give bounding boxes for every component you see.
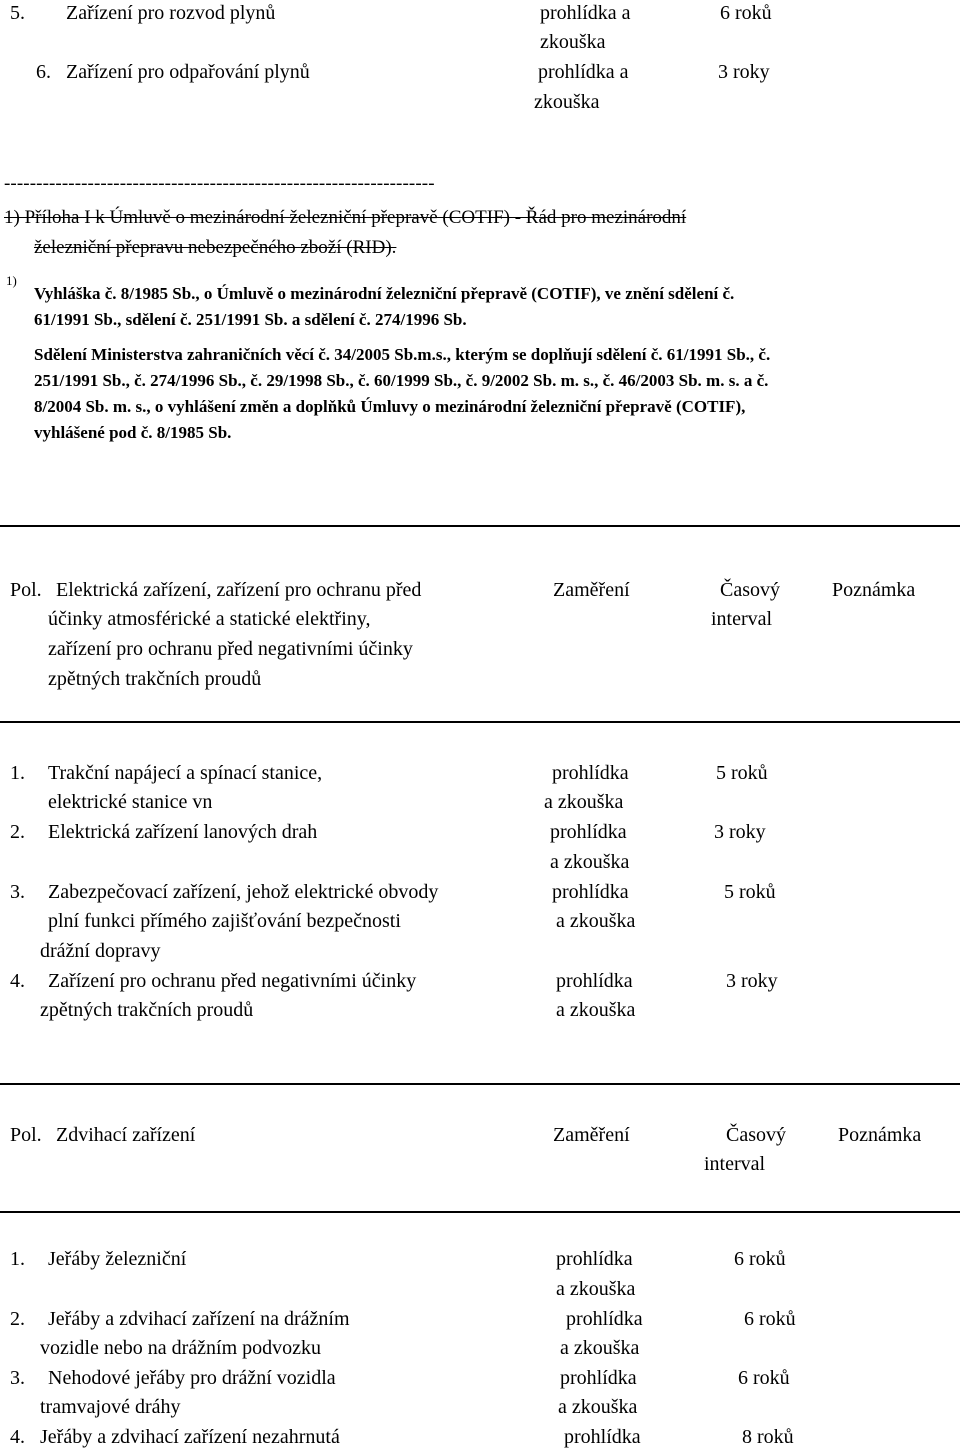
row-name: elektrické stanice vn <box>48 791 213 813</box>
header-pol: Pol. <box>10 1124 42 1146</box>
row-focus: a zkouška <box>550 851 630 873</box>
footnote-line: 61/1991 Sb., sdělení č. 251/1991 Sb. a sdělení č. 274/1996 Sb. <box>34 310 467 329</box>
header-focus: Zaměření <box>553 579 630 601</box>
row-name: zpětných trakčních proudů <box>40 999 254 1021</box>
row-focus: prohlídka a <box>540 2 631 24</box>
row-number: 2. <box>10 1308 25 1330</box>
footnote-mark: 1) <box>6 273 17 288</box>
row-number: 2. <box>10 821 25 843</box>
row-number: 1. <box>10 762 25 784</box>
row-number: 6. <box>36 61 51 83</box>
row-name: tramvajové dráhy <box>40 1396 181 1418</box>
row-name: vozidle nebo na drážním podvozku <box>40 1337 322 1359</box>
row-name: Jeřáby a zdvihací zařízení nezahrnutá <box>40 1426 340 1448</box>
footnote-line: vyhlášené pod č. 8/1985 Sb. <box>34 423 232 442</box>
row-focus: prohlídka <box>556 1248 633 1270</box>
table-rule <box>0 525 960 527</box>
row-focus: a zkouška <box>556 999 636 1021</box>
row-focus: a zkouška <box>556 1278 636 1300</box>
row-interval: 5 roků <box>724 881 776 903</box>
header-title: zpětných trakčních proudů <box>48 668 262 690</box>
table-rule <box>0 721 960 723</box>
row-focus: a zkouška <box>560 1337 640 1359</box>
row-interval: 3 roky <box>726 970 778 992</box>
row-name: Jeřáby železniční <box>48 1248 187 1270</box>
row-name: drážní dopravy <box>40 940 161 962</box>
header-title: Zdvihací zařízení <box>56 1124 196 1146</box>
table-rule <box>0 1083 960 1085</box>
row-number: 4. <box>10 1426 25 1448</box>
row-name: Nehodové jeřáby pro drážní vozidla <box>48 1367 336 1389</box>
row-name: Zařízení pro rozvod plynů <box>66 2 276 24</box>
row-interval: 8 roků <box>742 1426 794 1448</box>
row-focus: zkouška <box>540 31 606 53</box>
footnote-line: 251/1991 Sb., č. 274/1996 Sb., č. 29/1998 Sb., č. 60/1999 Sb., č. 9/2002 Sb. m. s., č. 46/2003 Sb. m. s. a č. <box>34 371 769 390</box>
row-name: Zařízení pro ochranu před negativními účinky <box>48 970 417 992</box>
header-title: účinky atmosférické a statické elektřiny, <box>48 608 371 630</box>
row-name: Zabezpečovací zařízení, jehož elektrické obvody <box>48 881 439 903</box>
table-rule <box>0 1211 960 1213</box>
footnote-line: Sdělení Ministerstva zahraničních věcí č. 34/2005 Sb.m.s., kterým se doplňují sdělení č. 61/1991 Sb., č. <box>34 345 771 364</box>
row-name: Zařízení pro odpařování plynů <box>66 61 310 83</box>
row-interval: 3 roky <box>714 821 766 843</box>
row-focus: prohlídka <box>550 821 627 843</box>
row-name: Trakční napájecí a spínací stanice, <box>48 762 323 784</box>
row-focus: a zkouška <box>544 791 624 813</box>
header-interval: Časový <box>720 579 780 601</box>
row-interval: 6 roků <box>744 1308 796 1330</box>
row-focus: prohlídka <box>560 1367 637 1389</box>
row-focus: zkouška <box>534 91 600 113</box>
footnote-struck-line: 1) Příloha I k Úmluvě o mezinárodní železniční přepravě (COTIF) - Řád pro mezinárodní <box>4 207 687 228</box>
row-interval: 5 roků <box>716 762 768 784</box>
header-interval: interval <box>711 608 773 630</box>
row-interval: 6 roků <box>720 2 772 24</box>
header-interval: Časový <box>726 1124 786 1146</box>
row-number: 3. <box>10 881 25 903</box>
dash-separator: ------------------------------------------------------------------- <box>4 173 435 194</box>
footnote-struck-line: železniční přepravu nebezpečného zboží (RID). <box>34 237 397 258</box>
row-name: Elektrická zařízení lanových drah <box>48 821 318 843</box>
row-focus: a zkouška <box>558 1396 638 1418</box>
row-focus: prohlídka <box>552 762 629 784</box>
row-focus: prohlídka <box>564 1426 641 1448</box>
row-focus: prohlídka <box>556 970 633 992</box>
row-interval: 6 roků <box>738 1367 790 1389</box>
footnote-line: 8/2004 Sb. m. s., o vyhlášení změn a doplňků Úmluvy o mezinárodní železniční přepravě (COTIF), <box>34 397 746 416</box>
row-number: 3. <box>10 1367 25 1389</box>
row-focus: a zkouška <box>556 910 636 932</box>
row-number: 5. <box>10 2 25 24</box>
row-interval: 3 roky <box>718 61 770 83</box>
row-number: 4. <box>10 970 25 992</box>
row-name: plní funkci přímého zajišťování bezpečnosti <box>48 910 401 932</box>
header-title: zařízení pro ochranu před negativními účinky <box>48 638 413 660</box>
row-interval: 6 roků <box>734 1248 786 1270</box>
header-pol: Pol. <box>10 579 42 601</box>
header-focus: Zaměření <box>553 1124 630 1146</box>
header-note: Poznámka <box>832 579 916 601</box>
row-focus: prohlídka <box>552 881 629 903</box>
header-title: Elektrická zařízení, zařízení pro ochranu před <box>56 579 422 601</box>
footnote-line: Vyhláška č. 8/1985 Sb., o Úmluvě o mezinárodní železniční přepravě (COTIF), ve znění sdělení č. <box>34 284 735 303</box>
row-focus: prohlídka a <box>538 61 629 83</box>
header-note: Poznámka <box>838 1124 922 1146</box>
header-interval: interval <box>704 1153 766 1175</box>
row-focus: prohlídka <box>566 1308 643 1330</box>
row-number: 1. <box>10 1248 25 1270</box>
row-name: Jeřáby a zdvihací zařízení na drážním <box>48 1308 350 1330</box>
